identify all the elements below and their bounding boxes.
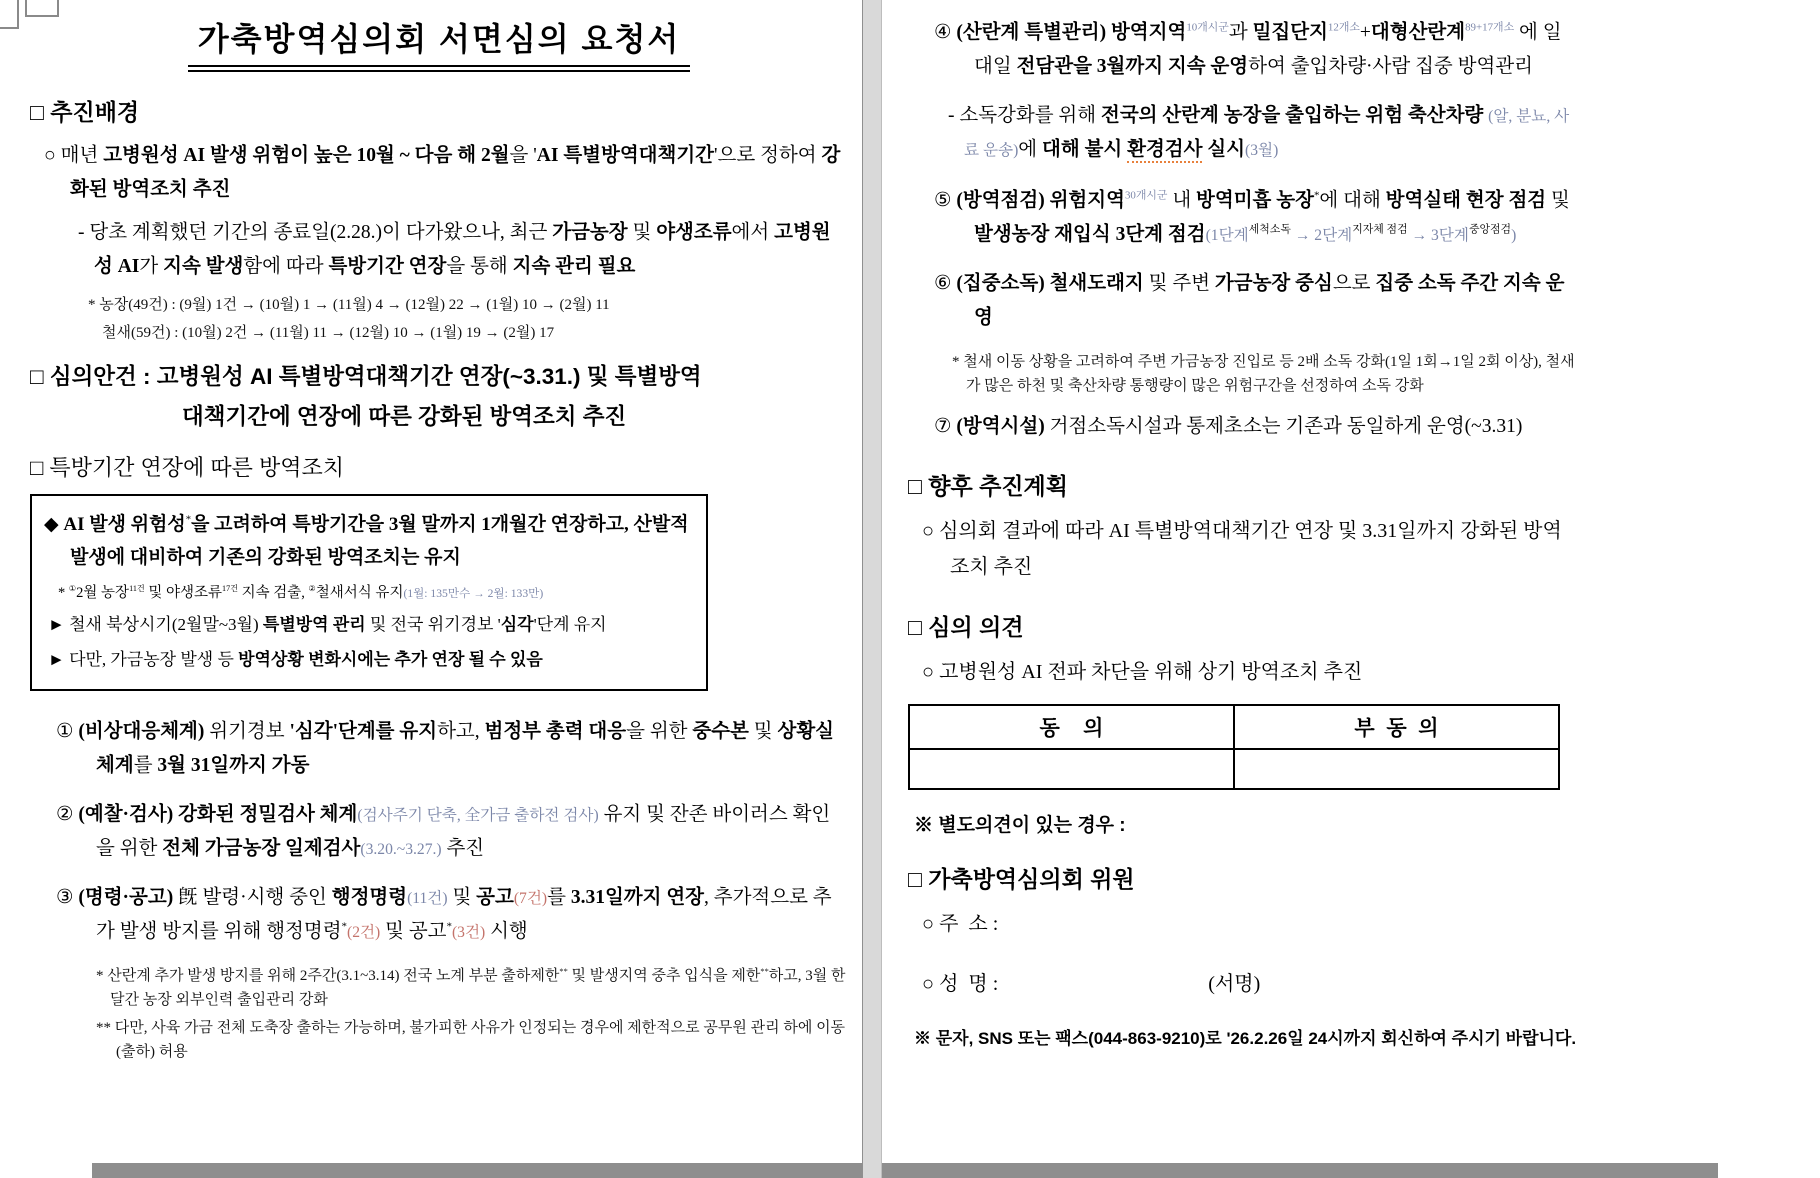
- page-corner-artifact-2: [25, 0, 59, 17]
- note-wildbird-cases: 철새(59건) : (10월) 2건 → (11월) 11 → (12월) 10 → (1월) 19 → (2월) 17: [102, 325, 555, 342]
- para-extension-need: - 당초 계획했던 기간의 종료일(2.28.)이 다가왔으나, 최근 가금농장 및 야생조류에서 고병원성 AI가 지속 발생함에 따라 특방기간 연장을 통해 지속 관리 필요: [78, 222, 831, 277]
- box-main-statement: ◆ AI 발생 위험성*을 고려하여 특방기간을 3월 말까지 1개월간 연장하고, 산발적 발생에 대비하여 기존의 강화된 방역조치는 유지: [44, 514, 694, 569]
- vote-table-answer-row: [909, 749, 1559, 789]
- section-background-heading: □ 추진배경: [30, 99, 140, 125]
- section-committee-member-heading: □ 가축방역심의회 위원: [908, 865, 1135, 892]
- note-farm-cases: * 농장(49건) : (9월) 1건 → (10월) 1 → (11월) 4 → (12월) 22 → (1월) 10 → (2월) 11: [88, 297, 610, 314]
- document-page-2: [882, 0, 1820, 1164]
- field-address[interactable]: ○ 주 소 :: [922, 912, 999, 935]
- vote-agree-header: 동 의: [909, 705, 1234, 749]
- reply-instruction: ※ 문자, SNS 또는 팩스(044-863-9210)로 '26.2.26일 24시까지 회신하여 주시기 바랍니다.: [914, 1028, 1577, 1048]
- para-annual-period: ○ 매년 고병원성 AI 발생 위험이 높은 10월 ~ 다음 해 2월을 'AI 특별방역대책기간'으로 정하여 강화된 방역조치 추진: [44, 145, 841, 200]
- page2-bottom-edge: [882, 1163, 1718, 1178]
- section-future-plan-heading: □ 향후 추진계획: [908, 472, 1068, 499]
- page-corner-artifact-1: [0, 0, 19, 29]
- para-item6-intensive-disinfection: ⑥ (집중소독) 철새도래지 및 주변 가금농장 중심으로 집중 소독 주간 지속 운영: [934, 273, 1565, 328]
- note-item3-exception: ** 다만, 사육 가금 전체 도축장 출하는 가능하며, 불가피한 사유가 인정되는 경우에 제한적으로 공무원 관리 하에 이동(출하) 허용: [96, 1020, 846, 1061]
- vote-agree-cell[interactable]: [909, 749, 1234, 789]
- para-item5-inspection: ⑤ (방역점검) 위험지역$^{30개시군}$ 내 방역미흡 농장*에 대해 방역실태 현장 점검 및 발생농장 재입식 3단계 점검(1단계$^{세척소독}$ → 2단계$^{지자체 점검}$ → 3단계$^{중앙점검}$): [934, 189, 1575, 245]
- section-agenda-heading: □ 심의안건 : 고병원성 AI 특별방역대책기간 연장(~3.31.) 및 특별방역: [30, 364, 702, 390]
- document-page-1: [0, 0, 862, 1164]
- para-future-plan: ○ 심의회 결과에 따라 AI 특별방역대책기간 연장 및 3.31일까지 강화된 방역조치 추진: [922, 519, 1562, 578]
- section-deliberation-opinion-heading: □ 심의 의견: [908, 613, 1024, 640]
- section-measures-heading: □ 특방기간 연장에 따른 방역조치: [30, 455, 345, 481]
- para-item1-emergency-response: ① (비상대응체계) 위기경보 '심각'단계를 유지하고, 범정부 총력 대응을 위한 중수본 및 상황실 체계를 3월 31일까지 가동: [56, 721, 839, 776]
- box-arrow-item-1: ► 철새 북상시기(2월말~3월) 특별방역 관리 및 전국 위기경보 '심각'단계 유지: [48, 615, 607, 635]
- page-title: 가축방역심의회 서면심의 요청서: [188, 14, 691, 72]
- page-title-wrap: [30, 14, 848, 72]
- key-measures-box: [30, 494, 708, 691]
- box-footnote: * ①2월 농장$^{11건}$ 및 야생조류$^{17건}$ 지속 검출, ②철새서식 유지(1월: 135만수 → 2월: 133만): [58, 583, 544, 601]
- note-item6-disinfection-detail: * 철새 이동 상황을 고려하여 주변 가금농장 진입로 등 2배 소독 강화(1일 1회→1일 2회 이상), 철새가 많은 하천 및 축산차량 통행량이 많은 위험구간을 선정하여 소독 강화: [952, 354, 1575, 395]
- vote-table: [908, 704, 1560, 790]
- para-item4-layer-hen-management: ④ (산란계 특별관리) 방역지역$^{10개시군}$과 밀집단지$^{12개소}$+대형산란계$^{89+17개소}$ 에 일대일 전담관을 3월까지 지속 운영하여 출입차량·사람 집중 방역관리: [934, 21, 1562, 77]
- box-arrow-item-2: ► 다만, 가금농장 발생 등 방역상황 변화시에는 추가 연장 될 수 있음: [48, 649, 543, 669]
- vote-disagree-header: 부 동 의: [1234, 705, 1559, 749]
- para-item2-surveillance-testing: ② (예찰·검사) 강화된 정밀검사 체계(검사주기 단축, 全가금 출하전 검사) 유지 및 잔존 바이러스 확인을 위한 전체 가금농장 일제검사(3.20.~3.27.) 추진: [56, 804, 831, 859]
- separate-opinion-label: ※ 별도의견이 있는 경우 :: [914, 814, 1126, 836]
- vote-disagree-cell[interactable]: [1234, 749, 1559, 789]
- para-deliberation-opinion: ○ 고병원성 AI 전파 차단을 위해 상기 방역조치 추진: [922, 660, 1363, 683]
- page-gap-divider: [862, 0, 882, 1178]
- field-name-signature[interactable]: ○ 성 명 : (서명): [922, 972, 1261, 995]
- para-item4-disinfection-sub: - 소독강화를 위해 전국의 산란계 농장을 출입하는 위험 축산차량 (알, 분뇨, 사료 운송)에 대해 불시 환경검사 실시(3월): [908, 99, 1580, 166]
- vote-table-header-row: [909, 705, 1559, 749]
- para-item7-facilities: ⑦ (방역시설) 거점소독시설과 통제초소는 기존과 동일하게 운영(~3.31): [934, 416, 1523, 438]
- note-item3-restriction: * 산란계 추가 발생 방지를 위해 2주간(3.1~3.14) 전국 노계 부분 출하제한** 및 발생지역 중추 입식을 제한**하고, 3월 한달간 농장 외부인력 출입관리 강화: [96, 967, 846, 1009]
- section-agenda-heading-line2: 대책기간에 연장에 따른 강화된 방역조치 추진: [182, 404, 627, 430]
- para-item3-orders-notices: ③ (명령·공고) 旣 발령·시행 중인 행정명령(11건) 및 공고(7건)를 3.31일까지 연장, 추가적으로 추가 발생 방지를 위해 행정명령*(2건) 및 공고*(3건) 시행: [56, 887, 832, 942]
- page1-bottom-edge: [92, 1163, 862, 1178]
